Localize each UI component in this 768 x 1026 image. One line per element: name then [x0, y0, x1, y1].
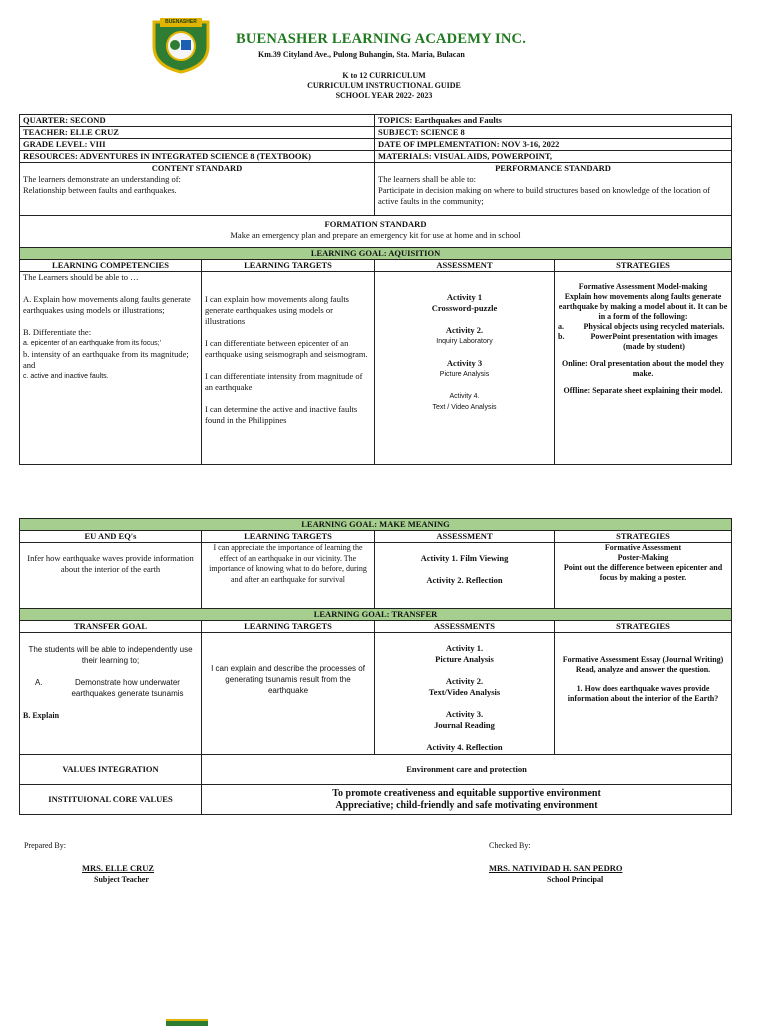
target: I can explain how movements along faults generate earthquakes using models or illustrations — [205, 294, 349, 326]
assessment-item: Activity 4. Reflection — [426, 742, 503, 752]
col-competencies: LEARNING COMPETENCIES — [20, 260, 202, 272]
acquisition-goal: LEARNING GOAL: AQUISITION — [20, 248, 732, 260]
col-targets: LEARNING TARGETS — [202, 621, 375, 633]
prepared-by-label: Prepared By: — [24, 841, 66, 850]
assessment-item: Activity 2. Reflection — [426, 575, 503, 585]
competency: A. Explain how movements along faults generate earthquakes using models or illustrations; — [23, 294, 191, 315]
target: I can determine the active and inactive faults found in the Philippines — [205, 404, 358, 425]
strategy: PowerPoint presentation with images (made by student) — [590, 332, 718, 351]
competency: The Learners should be able to … — [23, 272, 139, 282]
curriculum-line-1: K to 12 CURRICULUM — [342, 71, 426, 80]
eu-text: Infer how earthquake waves provide information about the interior of the earth — [27, 553, 194, 574]
transfer-goal: LEARNING GOAL: TRANSFER — [20, 609, 732, 621]
assessment-item: Text/Video Analysis — [428, 687, 501, 697]
strategy: Read, analyze and answer the question. — [575, 665, 711, 674]
strategy: Formative Assessment — [604, 543, 682, 552]
strategy: Poster-Making — [617, 553, 669, 562]
values-integration-label: VALUES INTEGRATION — [20, 755, 202, 785]
competency: a. epicenter of an earthquake from its focus;' — [23, 340, 161, 347]
col-strategies: STRATEGIES — [555, 531, 732, 543]
assessment-item: Activity 2. — [445, 676, 484, 686]
next-page-logo-fragment — [166, 1019, 208, 1026]
assessment-item: Picture Analysis — [435, 654, 494, 664]
assessment-cell — [375, 272, 555, 465]
target: I can appreciate the importance of learning the effect of an earthquake in our vicinity. The importance of knowing what to do before, during and after an earthquake for survival — [209, 543, 367, 584]
strategy-marker: b. — [558, 332, 565, 341]
targets-cell — [202, 543, 375, 609]
strategy: Physical objects using recycled materials. — [583, 322, 725, 331]
assessment-item: Picture Analysis — [439, 371, 490, 378]
assessment-item: Activity 3 — [446, 358, 483, 368]
assessment-cell — [375, 543, 555, 609]
competency: c. active and inactive faults. — [23, 373, 109, 380]
assessment-item: Activity 3. — [445, 709, 484, 719]
transfer-goal-cell — [20, 633, 202, 755]
assessment-item: Activity 4. — [449, 393, 480, 400]
values-integration-text: Environment care and protection — [202, 755, 732, 785]
assessment-item: Text / Video Analysis — [432, 404, 497, 411]
core-values-line-1: To promote creativeness and equitable supportive environment — [332, 787, 601, 799]
strategies-cell — [555, 272, 732, 465]
make-meaning-goal: LEARNING GOAL: MAKE MEANING — [20, 519, 732, 531]
curriculum-line-2: CURRICULUM INSTRUCTIONAL GUIDE — [307, 81, 461, 90]
col-eu-eq: EU AND EQ's — [20, 531, 202, 543]
strategy: Online: Oral presentation about the model they make. — [561, 359, 725, 378]
grade-level: GRADE LEVEL: VIII — [20, 139, 375, 151]
subject: SUBJECT: SCIENCE 8 — [375, 127, 732, 139]
assessment-item: Journal Reading — [434, 720, 495, 730]
formation-standard-heading: FORMATION STANDARD — [324, 219, 427, 229]
date-of-implementation: DATE OF IMPLEMENTATION: NOV 3-16, 2022 — [375, 139, 732, 151]
core-values-label: INSTITUIONAL CORE VALUES — [20, 785, 202, 815]
assessment-item: Activity 2. — [445, 325, 484, 335]
col-targets: LEARNING TARGETS — [202, 531, 375, 543]
assessment-item: Inquiry Laboratory — [436, 338, 493, 345]
checked-by-role: School Principal — [547, 875, 604, 884]
quarter: QUARTER: SECOND — [20, 115, 375, 127]
logo-text: BUENASHER — [165, 19, 197, 25]
strategy-marker: a. — [558, 322, 564, 331]
strategy: Offline: Separate sheet explaining their model. — [563, 386, 723, 395]
strategy: Explain how movements along faults generate earthquake by making a model about it. It can be in a form of the following: — [558, 292, 728, 321]
col-assessment: ASSESSMENT — [375, 260, 555, 272]
assessment-item: Activity 1 — [446, 292, 483, 302]
school-address: Km.39 Cityland Ave., Pulong Buhangin, Sta. Maria, Bulacan — [258, 50, 465, 59]
transfer-goal-text: B. Explain — [23, 711, 60, 720]
competencies-cell — [20, 272, 202, 465]
transfer-goal-text: Demonstrate how underwater earthquakes generate tsunamis — [71, 678, 184, 698]
col-targets: LEARNING TARGETS — [202, 260, 375, 272]
content-standard — [20, 163, 375, 216]
content-standard-line-1: The learners demonstrate an understanding of: — [23, 174, 181, 184]
materials: MATERIALS: VISUAL AIDS, POWERPOINT, — [375, 151, 732, 163]
core-values-cell — [202, 785, 732, 815]
teacher: TEACHER: ELLE CRUZ — [20, 127, 375, 139]
col-strategies: STRATEGIES — [555, 621, 732, 633]
acquisition-table — [19, 247, 732, 465]
checked-by-name: MRS. NATIVIDAD H. SAN PEDRO — [489, 863, 623, 873]
strategy: 1. How does earthquake waves provide information about the interior of the Earth? — [567, 684, 719, 703]
targets-cell — [202, 633, 375, 755]
content-standard-heading: CONTENT STANDARD — [151, 163, 243, 173]
competency: b. intensity of an earthquake from its magnitude; and — [23, 349, 189, 370]
resources: RESOURCES: ADVENTURES IN INTEGRATED SCIENCE 8 (TEXTBOOK) — [20, 151, 375, 163]
competency: B. Differentiate the: — [23, 327, 92, 337]
col-assessment: ASSESSMENT — [375, 531, 555, 543]
target: I can explain and describe the processes of generating tsunamis result from the earthquake — [211, 664, 365, 695]
assessment-item: Activity 1. — [445, 643, 484, 653]
meaning-transfer-table — [19, 518, 732, 815]
targets-cell — [202, 272, 375, 465]
performance-standard — [375, 163, 732, 216]
strategy: Formative Assessment Model-making — [578, 282, 708, 291]
performance-standard-line-1: The learners shall be able to: — [378, 174, 476, 184]
eu-cell — [20, 543, 202, 609]
col-transfer-goal: TRANSFER GOAL — [20, 621, 202, 633]
transfer-goal-marker: A. — [35, 678, 43, 687]
assessment-cell — [375, 633, 555, 755]
curriculum-line-3: SCHOOL YEAR 2022- 2023 — [335, 91, 433, 100]
assessment-item: Activity 1. Film Viewing — [420, 553, 509, 563]
content-standard-line-2: Relationship between faults and earthquakes. — [23, 185, 177, 195]
col-assessments: ASSESSMENTS — [375, 621, 555, 633]
col-strategies: STRATEGIES — [555, 260, 732, 272]
assessment-item: Crossword-puzzle — [431, 303, 498, 313]
strategy: Point out the difference between epicenter and focus by making a poster. — [563, 563, 723, 582]
topics: TOPICS: Earthquakes and Faults — [375, 115, 732, 127]
transfer-goal-text: The students will be able to independently use their learning to; — [28, 645, 193, 665]
performance-standard-line-2: Participate in decision making on where to build structures based on knowledge of the location of active faults in the community; — [378, 185, 711, 206]
performance-standard-heading: PERFORMANCE STANDARD — [495, 163, 611, 173]
formation-standard-text: Make an emergency plan and prepare an emergency kit for use at home and in school — [230, 230, 521, 240]
prepared-by-name: MRS. ELLE CRUZ — [82, 863, 155, 873]
prepared-by-role: Subject Teacher — [94, 875, 149, 884]
info-table — [19, 114, 732, 252]
strategy: Formative Assessment Essay (Journal Writing) — [562, 655, 724, 664]
target: I can differentiate intensity from magnitude of an earthquake — [205, 371, 363, 392]
target: I can differentiate between epicenter of an earthquake using seismograph and seismogram. — [205, 338, 368, 359]
strategies-cell — [555, 543, 732, 609]
core-values-line-2: Appreciative; child-friendly and safe motivating environment — [335, 799, 598, 811]
school-name: BUENASHER LEARNING ACADEMY INC. — [236, 31, 527, 47]
checked-by-label: Checked By: — [489, 841, 531, 850]
strategies-cell — [555, 633, 732, 755]
school-logo — [150, 16, 212, 74]
